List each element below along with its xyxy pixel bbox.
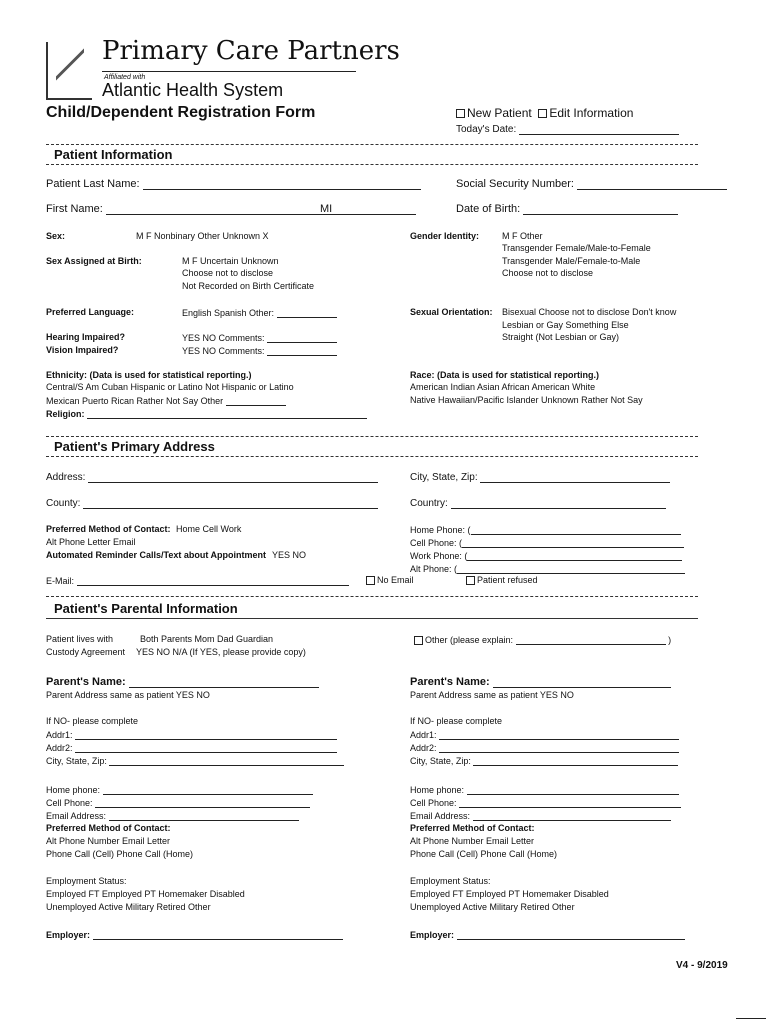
parent2-contact-options-1[interactable]: Alt Phone Number Email Letter (410, 836, 535, 846)
country-field[interactable] (410, 498, 666, 509)
parent2-addr2-label: Addr2: (410, 743, 437, 753)
logo-icon (46, 42, 92, 100)
orientation-option-1[interactable]: Bisexual Choose not to disclose Don't know (502, 307, 677, 317)
system-name: Atlantic Health System (102, 80, 284, 100)
vision-label: Vision Impaired? (46, 345, 119, 355)
parent1-contact-label: Preferred Method of Contact: (46, 823, 171, 833)
contact-options-2[interactable]: Alt Phone Letter Email (46, 537, 136, 547)
parent2-home-phone-label: Home phone: (410, 785, 465, 795)
checkbox-icon[interactable] (538, 109, 547, 118)
hearing-options[interactable] (182, 332, 337, 343)
ssn-label: Social Security Number: (456, 178, 574, 190)
parent2-home-phone-input[interactable] (467, 784, 679, 795)
mi-input[interactable] (335, 204, 415, 215)
contact-options-1[interactable]: Home Cell Work (176, 524, 242, 534)
race-label: Race: (Data is used for statistical reporting.) (410, 370, 600, 380)
parent2-addr2-field[interactable] (410, 742, 679, 753)
parent1-employment-options-1[interactable]: Employed FT Employed PT Homemaker Disabled (46, 889, 245, 899)
parent1-addr2-input[interactable] (75, 742, 337, 753)
race-options-1[interactable]: American Indian Asian African American White (410, 382, 596, 392)
todays-date-input[interactable] (519, 124, 679, 135)
parent2-addr1-input[interactable] (439, 729, 679, 740)
other-field[interactable]: Other (please explain: ) (414, 634, 671, 645)
ssn-field[interactable] (456, 178, 727, 190)
parent2-employment-options-2[interactable]: Unemployed Active Military Retired Other (410, 902, 575, 912)
city-field[interactable] (410, 472, 670, 483)
gender-option-1[interactable]: M F Other (502, 231, 543, 241)
divider (736, 1018, 766, 1019)
email-field[interactable] (46, 575, 349, 586)
parent1-contact-options-1[interactable]: Alt Phone Number Email Letter (46, 836, 171, 846)
other-input[interactable] (516, 634, 666, 645)
parent1-employer-label: Employer: (46, 930, 91, 940)
home-phone-label: Home Phone: ( (410, 525, 471, 535)
parent2-cell-phone-input[interactable] (459, 797, 681, 808)
gender-option-2[interactable]: Transgender Female/Male-to-Female (502, 243, 651, 253)
address-field[interactable] (46, 472, 378, 483)
sex-label: Sex: (46, 231, 66, 241)
hearing-label: Hearing Impaired? (46, 332, 126, 342)
work-phone-label: Work Phone: ( (410, 551, 468, 561)
parent1-employer-input[interactable] (93, 929, 343, 940)
parent2-email-field[interactable] (410, 810, 671, 821)
lives-with-label: Patient lives with (46, 634, 114, 644)
county-label: County: (46, 498, 81, 509)
alt-phone-label: Alt Phone: ( (410, 564, 458, 574)
religion-input[interactable] (87, 408, 367, 419)
checkbox-icon[interactable] (466, 576, 475, 585)
orientation-label: Sexual Orientation: (410, 307, 493, 317)
divider (46, 596, 698, 597)
mi-label: MI (320, 203, 333, 215)
parent1-name-label: Parent's Name: (46, 676, 126, 688)
address-label: Address: (46, 472, 86, 483)
parent2-email-label: Email Address: (410, 811, 471, 821)
parent1-email-label: Email Address: (46, 811, 107, 821)
parent1-name-field[interactable] (46, 676, 319, 688)
checkbox-icon[interactable] (456, 109, 465, 118)
parent1-employment-label: Employment Status: (46, 876, 127, 886)
section-address: Patient's Primary Address (54, 439, 215, 454)
parent1-name-input[interactable] (129, 677, 319, 688)
alt-phone-input[interactable] (457, 563, 685, 574)
custody-options[interactable]: YES NO N/A (If YES, please provide copy) (136, 647, 306, 657)
parent2-contact-options-2[interactable]: Phone Call (Cell) Phone Call (Home) (410, 849, 558, 859)
language-options-text: English Spanish Other: (182, 308, 275, 318)
parent2-contact-label: Preferred Method of Contact: (410, 823, 535, 833)
custody-label: Custody Agreement (46, 647, 126, 657)
home-phone-input[interactable] (471, 524, 681, 535)
refused-option[interactable] (466, 575, 538, 585)
parent1-home-phone-label: Home phone: (46, 785, 101, 795)
country-input[interactable] (451, 498, 666, 509)
cell-phone-field[interactable] (410, 537, 684, 548)
language-other-input[interactable] (277, 307, 337, 318)
todays-date-field[interactable] (456, 124, 679, 135)
home-phone-field[interactable] (410, 524, 681, 535)
ethnicity-label: Ethnicity: (Data is used for statistical reporting.) (46, 370, 252, 380)
orientation-option-2[interactable]: Lesbian or Gay Something Else (502, 320, 629, 330)
parent2-employer-label: Employer: (410, 930, 455, 940)
parent2-addr1-label: Addr1: (410, 730, 437, 740)
city-label: City, State, Zip: (410, 472, 478, 483)
parent2-city-label: City, State, Zip: (410, 756, 471, 766)
parent1-same-label: Parent Address same as patient (46, 690, 174, 700)
sab-option-2[interactable]: Choose not to disclose (182, 268, 274, 278)
county-input[interactable] (83, 498, 378, 509)
divider (46, 164, 698, 165)
gender-option-3[interactable]: Transgender Male/Female-to-Male (502, 256, 641, 266)
todays-date-label: Today's Date: (456, 124, 517, 135)
other-label: Other (please explain: (425, 634, 514, 645)
parent1-city-label: City, State, Zip: (46, 756, 107, 766)
religion-label: Religion: (46, 409, 85, 419)
gender-option-4[interactable]: Choose not to disclose (502, 268, 594, 278)
divider (46, 436, 698, 437)
sab-option-3[interactable]: Not Recorded on Birth Certificate (182, 281, 315, 291)
race-options-2[interactable]: Native Hawaiian/Pacific Islander Unknown Rather Not Say (410, 395, 643, 405)
ethnicity-options-2[interactable] (46, 395, 286, 406)
parent1-employer-field[interactable] (46, 929, 343, 940)
no-email-label: No Email (377, 575, 414, 585)
no-email-option[interactable] (366, 575, 414, 585)
first-name-label: First Name: (46, 203, 103, 215)
parent1-contact-options-2[interactable]: Phone Call (Cell) Phone Call (Home) (46, 849, 194, 859)
parent2-same-options[interactable]: YES NO (539, 690, 574, 700)
parent1-addr2-label: Addr2: (46, 743, 73, 753)
new-patient-option[interactable] (456, 106, 633, 120)
contact-label: Preferred Method of Contact: (46, 524, 171, 534)
parent1-cell-phone-field[interactable] (46, 797, 310, 808)
sab-label: Sex Assigned at Birth: (46, 256, 142, 266)
divider (102, 71, 356, 72)
parent2-addr2-input[interactable] (439, 742, 679, 753)
parent1-addr2-field[interactable] (46, 742, 337, 753)
hearing-comment-input[interactable] (267, 332, 337, 343)
parent1-employment-options-2[interactable]: Unemployed Active Military Retired Other (46, 902, 211, 912)
dob-field[interactable] (456, 203, 678, 215)
parent2-cell-phone-field[interactable] (410, 797, 681, 808)
checkbox-icon[interactable] (366, 576, 375, 585)
email-input[interactable] (77, 575, 349, 586)
parent1-addr1-field[interactable] (46, 729, 337, 740)
section-patient-info: Patient Information (54, 147, 173, 162)
last-name-label: Patient Last Name: (46, 178, 140, 190)
ethnicity-options-2-text: Mexican Puerto Rican Rather Not Say Other (46, 396, 224, 406)
dob-label: Date of Birth: (456, 203, 521, 215)
parent2-email-input[interactable] (473, 810, 671, 821)
brand-name: Primary Care Partners (102, 36, 400, 66)
work-phone-field[interactable] (410, 550, 682, 561)
parent1-if-no: If NO- please complete (46, 716, 139, 726)
parent1-email-input[interactable] (109, 810, 299, 821)
parent1-email-field[interactable] (46, 810, 299, 821)
edit-info-label: Edit Information (549, 106, 634, 120)
parent2-employer-field[interactable] (410, 929, 685, 940)
parent2-name-field[interactable] (410, 676, 671, 688)
parent1-addr1-input[interactable] (75, 729, 337, 740)
divider (46, 456, 698, 457)
vision-options-text: YES NO Comments: (182, 346, 265, 356)
city-input[interactable] (480, 472, 670, 483)
parent1-cell-phone-input[interactable] (95, 797, 310, 808)
parent2-city-field[interactable] (410, 755, 678, 766)
religion-field[interactable] (46, 408, 367, 419)
parent1-cell-phone-label: Cell Phone: (46, 798, 93, 808)
refused-label: Patient refused (477, 575, 538, 585)
parent1-home-phone-input[interactable] (103, 784, 313, 795)
hearing-options-text: YES NO Comments: (182, 333, 265, 343)
last-name-field[interactable] (46, 178, 421, 190)
parent1-addr1-label: Addr1: (46, 730, 73, 740)
parent1-same-address[interactable] (46, 690, 210, 700)
sex-options[interactable]: M F Nonbinary Other Unknown X (136, 231, 269, 241)
parent2-addr1-field[interactable] (410, 729, 679, 740)
parent2-cell-phone-label: Cell Phone: (410, 798, 457, 808)
parent2-if-no: If NO- please complete (410, 716, 503, 726)
parent1-city-field[interactable] (46, 755, 344, 766)
mi-field[interactable] (320, 203, 415, 215)
parent2-same-label: Parent Address same as patient (410, 690, 538, 700)
parent2-employment-label: Employment Status: (410, 876, 491, 886)
parent2-same-address[interactable] (410, 690, 574, 700)
parent1-home-phone-field[interactable] (46, 784, 313, 795)
email-label: E-Mail: (46, 576, 75, 586)
dob-input[interactable] (523, 204, 678, 215)
new-patient-label: New Patient (467, 106, 532, 120)
parent2-city-input[interactable] (473, 755, 678, 766)
section-parental: Patient's Parental Information (54, 601, 238, 616)
language-options[interactable] (182, 307, 337, 318)
ethnicity-other-input[interactable] (226, 395, 286, 406)
cell-phone-input[interactable] (462, 537, 684, 548)
country-label: Country: (410, 498, 448, 509)
parent2-name-label: Parent's Name: (410, 676, 490, 688)
parent2-home-phone-field[interactable] (410, 784, 679, 795)
vision-comment-input[interactable] (267, 345, 337, 356)
last-name-input[interactable] (143, 179, 421, 190)
work-phone-input[interactable] (467, 550, 682, 561)
address-input[interactable] (88, 472, 378, 483)
ssn-input[interactable] (577, 179, 727, 190)
divider (46, 618, 698, 619)
reminder-label: Automated Reminder Calls/Text about Appointment (46, 550, 267, 560)
parent1-same-options[interactable]: YES NO (175, 690, 210, 700)
checkbox-icon[interactable] (414, 636, 423, 645)
ethnicity-options-1[interactable]: Central/S Am Cuban Hispanic or Latino Not Hispanic or Latino (46, 382, 294, 392)
cell-phone-label: Cell Phone: ( (410, 538, 463, 548)
reminder-options[interactable]: YES NO (272, 550, 307, 560)
language-label: Preferred Language: (46, 307, 135, 317)
county-field[interactable] (46, 498, 378, 509)
parent2-employer-input[interactable] (457, 929, 685, 940)
gender-label: Gender Identity: (410, 231, 480, 241)
form-title: Child/Dependent Registration Form (46, 104, 316, 121)
orientation-option-3[interactable]: Straight (Not Lesbian or Gay) (502, 332, 620, 342)
sab-option-1[interactable]: M F Uncertain Unknown (182, 256, 279, 266)
divider (46, 144, 698, 145)
version-label: V4 - 9/2019 (676, 960, 728, 971)
parent1-city-input[interactable] (109, 755, 344, 766)
alt-phone-field[interactable] (410, 563, 685, 574)
vision-options[interactable] (182, 345, 337, 356)
parent2-name-input[interactable] (493, 677, 671, 688)
parent2-employment-options-1[interactable]: Employed FT Employed PT Homemaker Disabled (410, 889, 609, 899)
lives-with-options[interactable]: Both Parents Mom Dad Guardian (140, 634, 274, 644)
affiliated-label: Affiliated with (104, 74, 146, 81)
